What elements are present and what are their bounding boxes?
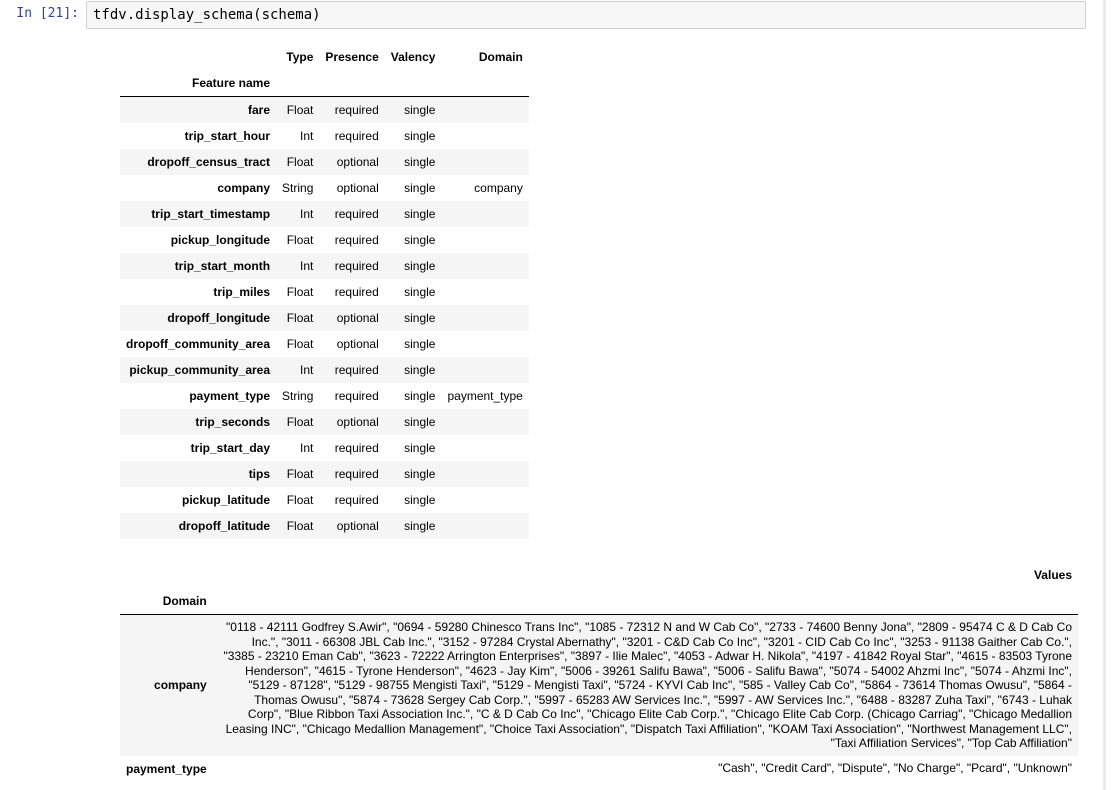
valency-cell: single xyxy=(404,103,436,117)
schema-table-body xyxy=(120,97,529,540)
feature-name-cell: fare xyxy=(248,103,271,117)
domain-name-cell: payment_type xyxy=(126,761,207,776)
valency-cell: single xyxy=(404,363,436,377)
feature-name-cell: dropoff_longitude xyxy=(167,311,271,325)
column-header-valency: Valency xyxy=(390,50,436,64)
feature-name-cell: trip_start_hour xyxy=(184,129,271,143)
feature-name-cell: tips xyxy=(248,467,271,481)
type-cell: Int xyxy=(300,129,314,143)
presence-cell: optional xyxy=(336,181,379,195)
valency-cell: single xyxy=(404,493,436,507)
code-input[interactable] xyxy=(86,1,1086,29)
feature-name-cell: dropoff_census_tract xyxy=(147,155,271,169)
table-row xyxy=(120,513,529,539)
table-row xyxy=(120,227,529,253)
presence-cell: required xyxy=(334,389,379,403)
column-header-type: Type xyxy=(286,50,314,64)
domain-cell: company xyxy=(474,181,523,195)
feature-name-cell: dropoff_latitude xyxy=(178,519,271,533)
feature-name-cell: dropoff_community_area xyxy=(126,337,271,351)
domain-cell xyxy=(441,461,528,487)
type-cell: Float xyxy=(286,493,314,507)
table-row xyxy=(120,279,529,305)
domain-cell xyxy=(441,487,528,513)
table-row xyxy=(120,357,529,383)
feature-name-cell: payment_type xyxy=(189,389,271,403)
column-header-values: Values xyxy=(1033,568,1072,582)
domain-values-cell: "Cash", "Credit Card", "Dispute", "No Charge", "Pcard", "Unknown" xyxy=(718,761,1072,776)
index-name-row xyxy=(120,70,529,97)
index-name-label: Domain xyxy=(162,594,207,608)
domain-cell xyxy=(441,331,528,357)
type-cell: Float xyxy=(286,285,314,299)
type-cell: Int xyxy=(300,259,314,273)
type-cell: Float xyxy=(286,233,314,247)
domain-values-cell: "0118 - 42111 Godfrey S.Awir", "0694 - 59280 Chinesco Trans Inc", "1085 - 72312 N and W Cab Co", "2733 - 74600 Benny Jona", "2809 - 95474 C & D Cab Co Inc.", "3011 - 66308 JBL Cab Inc.", "3152 - 97284 Crystal Abernathy", "3201 - C&D Cab Co Inc", "3201 - CID Cab Co Inc", "3253 - 91138 Gaither Cab Co.", "3385 - 23210 Eman Cab", "3623 - 72222 Arrington Enterprises", "3897 - Ilie Malec", "4053 - Adwar H. Nikola", "4197 - 41842 Royal Star", "4615 - 83503 Tyrone Henderson", "4615 - Tyrone Henderson", "4623 - Jay Kim", "5006 - 39261 Salifu Bawa", "5006 - Salifu Bawa", "5074 - 54002 Ahzmi Inc", "5074 - Ahzmi Inc", "5129 - 87128", "5129 - 98755 Mengisti Taxi", "5129 - Mengisti Taxi", "5724 - KYVI Cab Inc", "585 - Valley Cab Co", "5864 - 73614 Thomas Owusu", "5864 - Thomas Owusu", "5874 - 73628 Sergey Cab Corp.", "5997 - 65283 AW Services Inc.", "5997 - AW Services Inc.", "6488 - 83287 Zuha Taxi", "6743 - Luhak Corp", "Blue Ribbon Taxi Association Inc.", "C & D Cab Co Inc", "Chicago Elite Cab Corp.", "Chicago Elite Cab Corp. (Chicago Carriag", "Chicago Medallion Leasing INC", "Chicago Medallion Management", "Choice Taxi Association", "Dispatch Taxi Affiliation", "KOAM Taxi Association", "Northwest Management LLC", "Taxi Affiliation Services", "Top Cab Affiliation" xyxy=(223,620,1072,750)
valency-cell: single xyxy=(404,259,436,273)
type-cell: Float xyxy=(286,415,314,429)
feature-name-cell: trip_start_day xyxy=(190,441,271,455)
presence-cell: optional xyxy=(336,155,379,169)
presence-cell: required xyxy=(334,285,379,299)
table-row xyxy=(120,175,529,201)
table-row xyxy=(120,331,529,357)
feature-name-cell: pickup_community_area xyxy=(129,363,271,377)
table-row xyxy=(120,201,529,227)
presence-cell: optional xyxy=(336,337,379,351)
table-row xyxy=(120,149,529,175)
schema-table xyxy=(120,44,529,539)
feature-name-cell: trip_start_month xyxy=(174,259,271,273)
domain-cell xyxy=(441,305,528,331)
valency-cell: single xyxy=(404,155,436,169)
table-row xyxy=(120,253,529,279)
type-cell: Float xyxy=(286,467,314,481)
domains-table-body xyxy=(120,615,1078,782)
presence-cell: optional xyxy=(336,519,379,533)
valency-cell: single xyxy=(404,441,436,455)
valency-cell: single xyxy=(404,285,436,299)
domain-cell xyxy=(441,123,528,149)
schema-table-header xyxy=(120,44,529,97)
type-cell: Int xyxy=(300,441,314,455)
feature-name-cell: pickup_latitude xyxy=(182,493,271,507)
code-text: tfdv.display_schema(schema) xyxy=(93,7,321,23)
domain-cell xyxy=(441,513,528,539)
type-cell: Int xyxy=(300,363,314,377)
valency-cell: single xyxy=(404,467,436,481)
presence-cell: optional xyxy=(336,415,379,429)
type-cell: Float xyxy=(286,311,314,325)
domain-cell xyxy=(441,279,528,305)
index-name-label: Feature name xyxy=(192,76,271,90)
valency-cell: single xyxy=(404,181,436,195)
presence-cell: required xyxy=(334,233,379,247)
valency-cell: single xyxy=(404,337,436,351)
domain-cell xyxy=(441,409,528,435)
valency-cell: single xyxy=(404,415,436,429)
domains-table xyxy=(120,562,1078,782)
type-cell: Float xyxy=(286,337,314,351)
presence-cell: required xyxy=(334,259,379,273)
presence-cell: required xyxy=(334,363,379,377)
type-cell: Int xyxy=(300,207,314,221)
feature-name-cell: trip_seconds xyxy=(195,415,271,429)
feature-name-cell: trip_miles xyxy=(213,285,271,299)
column-header-row xyxy=(120,562,1078,588)
table-row xyxy=(120,615,1078,756)
domain-cell: payment_type xyxy=(447,389,523,403)
index-spacer xyxy=(120,44,276,70)
index-spacer xyxy=(120,562,213,588)
index-name-row xyxy=(120,588,1078,615)
feature-name-cell: trip_start_timestamp xyxy=(151,207,271,221)
table-row xyxy=(120,487,529,513)
feature-name-cell: company xyxy=(217,181,271,195)
table-row xyxy=(120,756,1078,782)
code-cell xyxy=(0,1,1111,29)
output-area xyxy=(120,44,1078,782)
type-cell: Float xyxy=(286,155,314,169)
domain-cell xyxy=(441,97,528,124)
table-row xyxy=(120,409,529,435)
domain-cell xyxy=(441,357,528,383)
valency-cell: single xyxy=(404,207,436,221)
table-row xyxy=(120,435,529,461)
domains-table-header xyxy=(120,562,1078,615)
domain-cell xyxy=(441,253,528,279)
table-row xyxy=(120,383,529,409)
presence-cell: required xyxy=(334,129,379,143)
presence-cell: required xyxy=(334,493,379,507)
presence-cell: required xyxy=(334,441,379,455)
column-header-domain: Domain xyxy=(478,50,523,64)
table-row xyxy=(120,97,529,124)
domain-cell xyxy=(441,435,528,461)
presence-cell: optional xyxy=(336,311,379,325)
table-row xyxy=(120,305,529,331)
column-header-row xyxy=(120,44,529,70)
type-cell: Float xyxy=(286,519,314,533)
type-cell: String xyxy=(282,181,314,195)
presence-cell: required xyxy=(334,467,379,481)
domain-cell xyxy=(441,149,528,175)
type-cell: Float xyxy=(286,103,314,117)
presence-cell: required xyxy=(334,207,379,221)
valency-cell: single xyxy=(404,311,436,325)
column-header-presence: Presence xyxy=(325,50,379,64)
table-row xyxy=(120,123,529,149)
domain-cell xyxy=(441,201,528,227)
feature-name-cell: pickup_longitude xyxy=(170,233,271,247)
valency-cell: single xyxy=(404,389,436,403)
domain-cell xyxy=(441,227,528,253)
domain-name-cell: company xyxy=(154,678,207,693)
input-prompt: In [21]: xyxy=(16,6,79,21)
presence-cell: required xyxy=(334,103,379,117)
valency-cell: single xyxy=(404,233,436,247)
type-cell: String xyxy=(282,389,314,403)
table-row xyxy=(120,461,529,487)
valency-cell: single xyxy=(404,129,436,143)
scrollbar-track[interactable] xyxy=(1103,0,1106,790)
valency-cell: single xyxy=(404,519,436,533)
